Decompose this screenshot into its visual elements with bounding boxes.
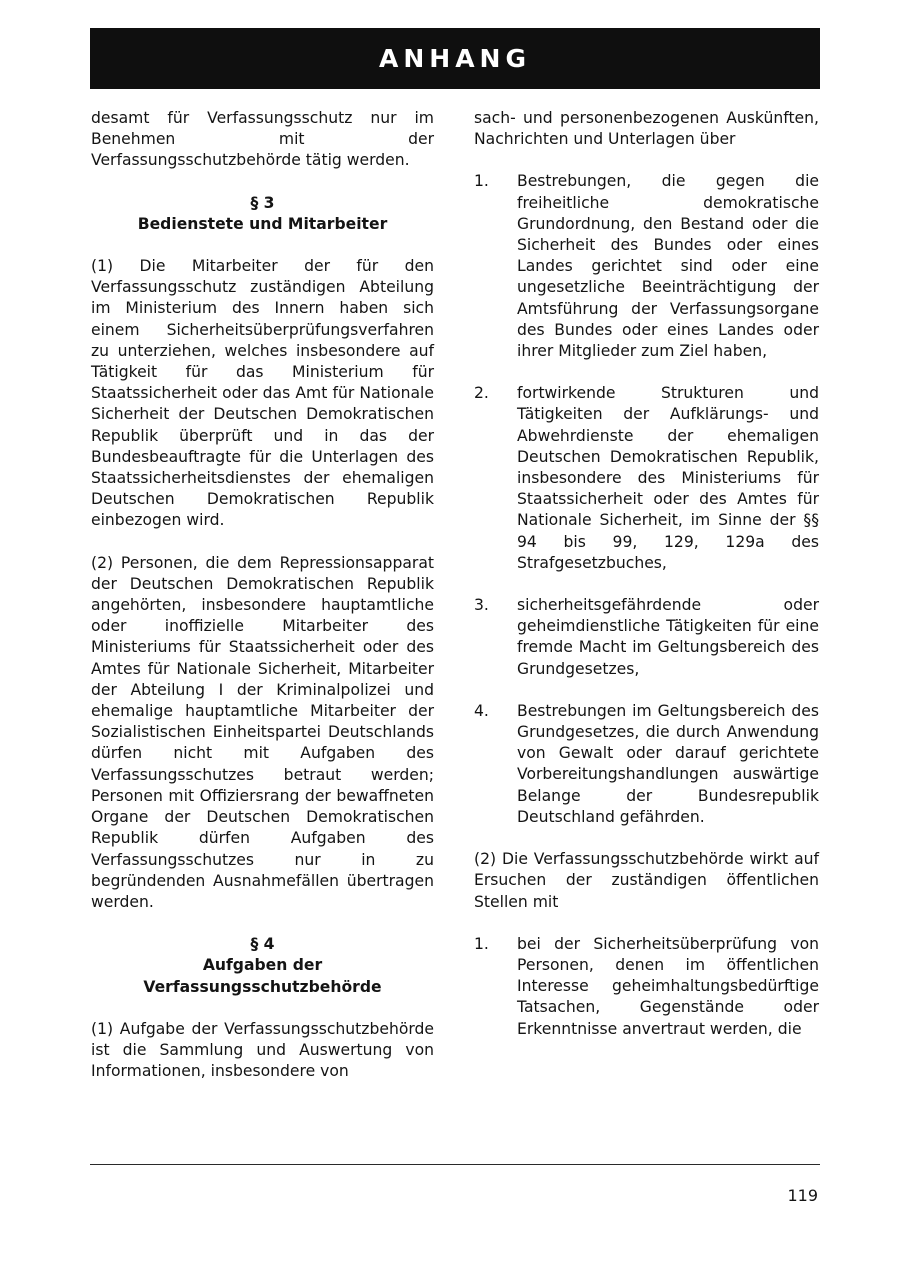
list-item-text: Bestrebungen, die gegen die freiheitliche demokratische Grundordnung, den Bestand oder die Sicherheit des Bundes oder eines Landes gerichtet sind oder eine ungesetzliche Beeinträchtigung der Amtsführung der Verfassungsorgane des Bundes oder eines Landes oder ihrer Mitglieder zum Ziel haben, (517, 172, 819, 361)
section-3-paragraph-2: (2) Personen, die dem Repressionsapparat der Deutschen Demokratischen Republik angehörten, insbesondere hauptamtliche oder inoffizielle Mitarbeiter des Ministeriums für Staatssicherheit oder des Amtes für Nationale Sicherheit, Mitarbeiter der Abteilung I der Kriminalpolizei und ehemalige hauptamtliche Mitarbeiter der Sozialistischen Einheitspartei Deutschlands dürfen nicht mit Aufgaben des Verfassungsschutzes betraut werden; Personen mit Offiziersrang der bewaffneten Organe der Deutschen Demokratischen Republik dürfen Aufgaben des Verfassungsschutzes nur in zu begründenden Ausnahmefällen übertragen werden. (91, 553, 434, 911)
list-item-number: 3. (474, 596, 489, 615)
right-intro-paragraph: sach- und personenbezogenen Auskünften, Nachrichten und Unterlagen über (474, 109, 819, 149)
header-banner (90, 28, 820, 89)
list-item-3 (474, 595, 819, 680)
list-item-number: 1. (474, 172, 489, 191)
list-item-4 (474, 701, 819, 828)
section-4-title-line-1: Aufgaben der (202, 956, 323, 975)
list-item-number: 1. (474, 934, 489, 953)
list-item-text: sicherheitsgefährdende oder geheimdienstliche Tätigkeiten für eine fremde Macht im Geltungsbereich des Grundgesetzes, (517, 596, 819, 678)
list-2-item-1 (474, 934, 819, 1040)
list-item-text: fortwirkende Strukturen und Tätigkeiten der Aufklärungs- und Abwehrdienste der ehemaligen Deutschen Demokratischen Republik, insbesondere des Ministeriums für Staatssicherheit oder des Amtes für Nationale Sicherheit, im Sinne der §§ 94 bis 99, 129, 129a des Strafgesetzbuches, (517, 384, 819, 572)
section-4-number: § 4 (250, 935, 275, 954)
list-item-2 (474, 383, 819, 574)
left-column (91, 108, 434, 1082)
section-4-paragraph-1: (1) Aufgabe der Verfassungsschutzbehörde ist die Sammlung und Auswertung von Informationen, insbesondere von (91, 1019, 434, 1081)
list-item-text: bei der Sicherheitsüberprüfung von Personen, denen im öffentlichen Interesse geheimhaltungsbedürftige Tatsachen, Gegenstände oder Erkenntnisse anvertraut werden, die (517, 934, 819, 1038)
page-number: 119 (787, 1186, 818, 1205)
footer-divider (90, 1164, 820, 1165)
list-item-number: 4. (474, 701, 489, 720)
section-3-number: § 3 (250, 193, 275, 212)
right-paragraph-2: (2) Die Verfassungsschutzbehörde wirkt auf Ersuchen der zuständigen öffentlichen Stellen mit (474, 850, 819, 911)
list-item-1 (474, 171, 819, 362)
section-4-title-line-2: Verfassungsschutzbehörde (143, 977, 382, 996)
section-3-paragraph-1: (1) Die Mitarbeiter der für den Verfassungsschutz zuständigen Abteilung im Ministerium des Innern haben sich einem Sicherheitsüberprüfungsverfahren zu unterziehen, welches insbesondere auf Tätigkeit für das Ministerium für Staatssicherheit oder das Amt für Nationale Sicherheit der Deutschen Demokratischen Republik überprüft und in das der Bundesbeauftragte für die Unterlagen des Staatssicherheitsdienstes der ehemaligen Deutschen Demokratischen Republik einbezogen wird. (91, 257, 434, 530)
list-item-text: Bestrebungen im Geltungsbereich des Grundgesetzes, die durch Anwendung von Gewalt oder darauf gerichtete Vorbereitungshandlungen auswärtige Belange der Bundesrepublik Deutschland gefährden. (517, 701, 819, 826)
right-column (474, 108, 819, 1040)
header-title: ANHANG (379, 44, 531, 73)
section-3-title: Bedienstete und Mitarbeiter (137, 214, 388, 233)
left-intro-paragraph: desamt für Verfassungsschutz nur im Benehmen mit der Verfassungsschutzbehörde tätig werden. (91, 109, 434, 170)
list-item-number: 2. (474, 384, 489, 403)
